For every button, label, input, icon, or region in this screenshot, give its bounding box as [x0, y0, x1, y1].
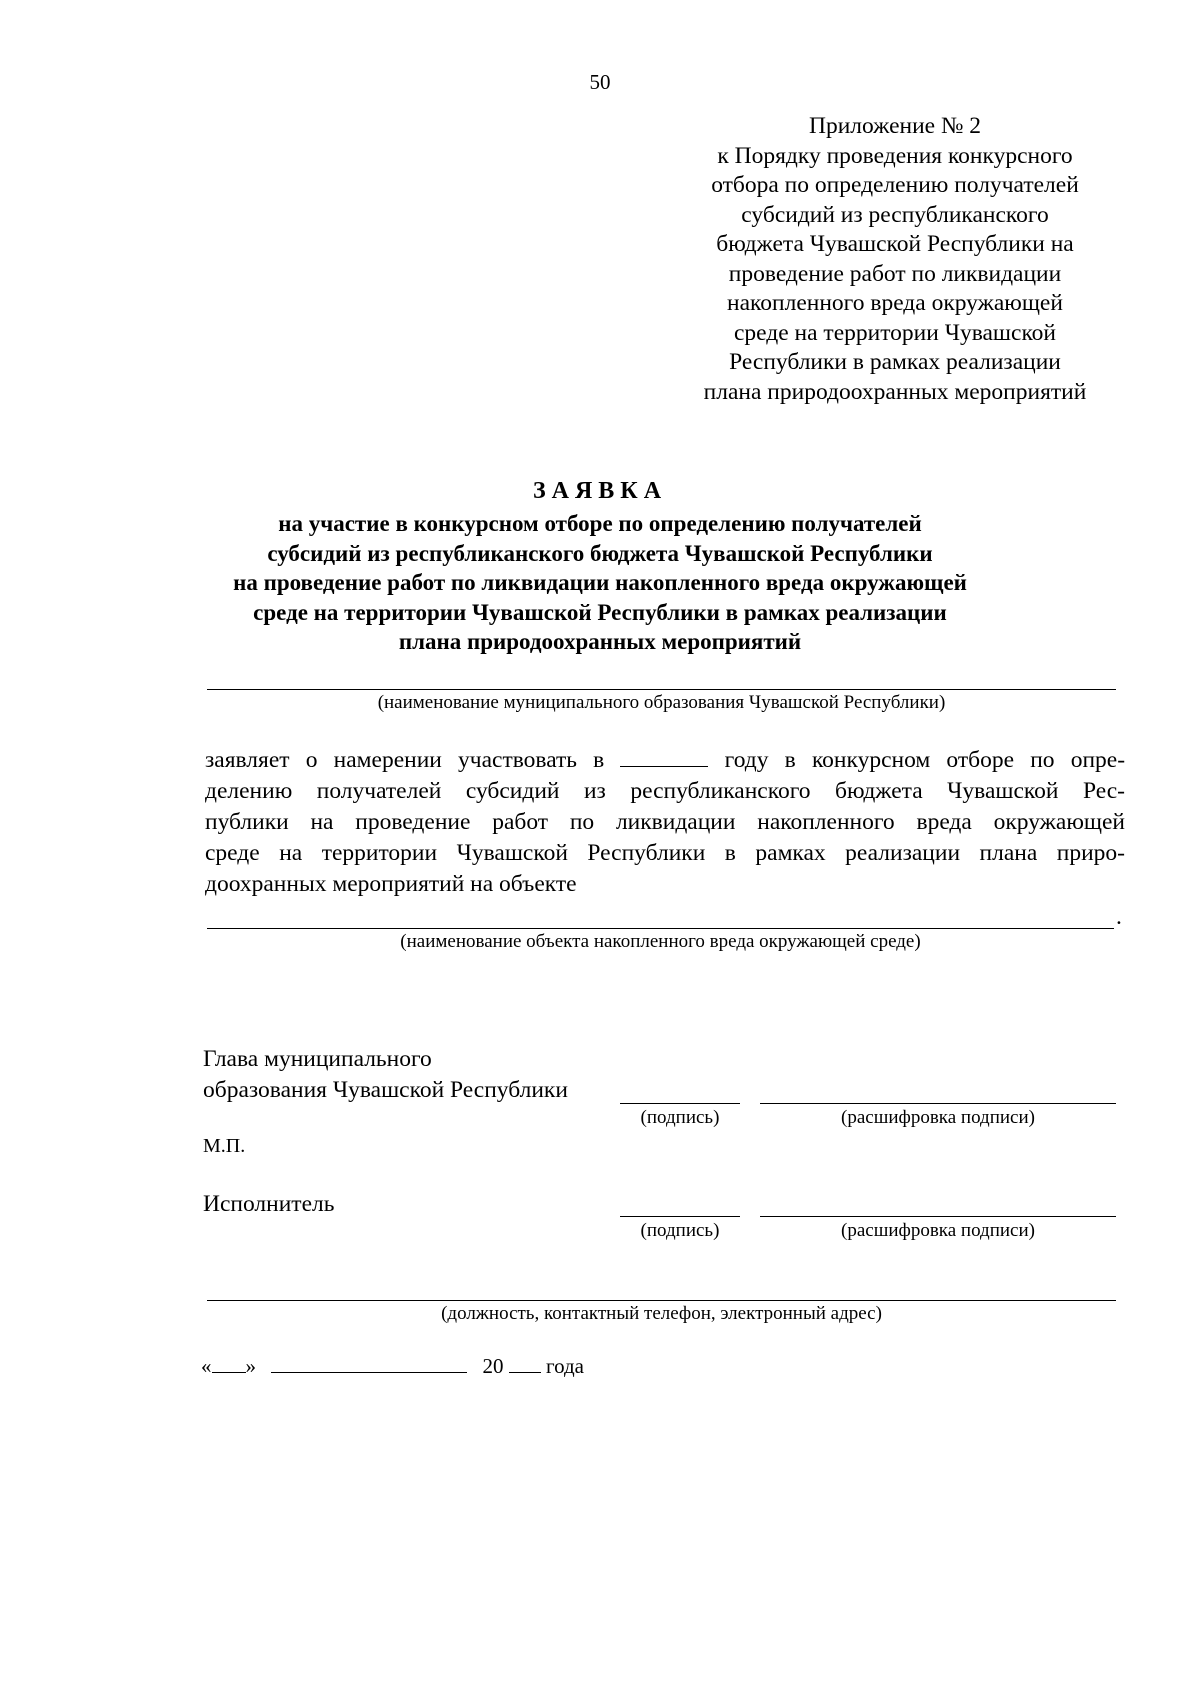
- subtitle-line: на проведение работ по ликвидации накопленного вреда окружающей: [233, 570, 967, 595]
- date-year-field[interactable]: [509, 1354, 541, 1373]
- appendix-line: Приложение № 2: [808, 113, 982, 139]
- year-field[interactable]: [620, 748, 708, 767]
- appendix-line: проведение работ по ликвидации: [728, 260, 1062, 287]
- head-signature-caption: (подпись): [640, 1107, 720, 1128]
- contacts-caption: (должность, контактный телефон, электронный адрес): [441, 1303, 882, 1324]
- appendix-line: субсидий из республиканского: [741, 201, 1049, 228]
- executor-signature-field[interactable]: [620, 1216, 740, 1217]
- head-label-line-1: Глава муниципального: [203, 1046, 432, 1072]
- body-text: заявляет о намерении участвовать в: [205, 747, 605, 773]
- object-name-field[interactable]: [207, 928, 1114, 929]
- body-line-5: доохранных мероприятий на объекте: [205, 871, 577, 897]
- body-text: году в конкурсном отборе по опре-: [724, 747, 1126, 773]
- subtitle-line: субсидий из республиканского бюджета Чувашской Республики: [267, 540, 933, 566]
- appendix-line: плана природоохранных мероприятий: [703, 378, 1087, 405]
- date-century: 20: [482, 1354, 504, 1378]
- contacts-field[interactable]: [207, 1300, 1116, 1301]
- appendix-line: к Порядку проведения конкурсного: [717, 142, 1073, 169]
- body-line-3: [205, 809, 1125, 836]
- appendix-line: бюджета Чувашской Республики на: [716, 231, 1074, 257]
- body-line-1: [205, 747, 1125, 774]
- municipality-caption: (наименование муниципального образования Чувашской Республики): [377, 692, 946, 713]
- municipality-name-field[interactable]: [207, 689, 1116, 690]
- body-text: среде на территории Чувашской Республики в рамках реализации плана приро-: [205, 840, 1125, 866]
- date-suffix: года: [546, 1354, 584, 1378]
- head-decoding-field[interactable]: [760, 1103, 1116, 1104]
- body-text: публики на проведение работ по ликвидации накопленного вреда окружающей: [205, 809, 1125, 835]
- page-number: 50: [589, 70, 611, 94]
- date-month-field[interactable]: [271, 1354, 467, 1373]
- subtitle-line: плана природоохранных мероприятий: [398, 629, 802, 654]
- executor-decoding-caption: (расшифровка подписи): [841, 1220, 1035, 1241]
- appendix-line: накопленного вреда окружающей: [727, 290, 1063, 316]
- executor-signature-caption: (подпись): [640, 1220, 720, 1241]
- date-line: [201, 1354, 584, 1379]
- date-open-quote: «: [201, 1354, 212, 1378]
- head-signature-field[interactable]: [620, 1103, 740, 1104]
- document-title: ЗАЯВКА: [532, 478, 668, 504]
- appendix-line: отбора по определению получателей: [711, 172, 1079, 198]
- head-label-line-2: образования Чувашской Республики: [203, 1077, 568, 1103]
- document-subtitle: [0, 509, 1200, 657]
- body-line-4: [205, 840, 1125, 867]
- object-caption: (наименование объекта накопленного вреда окружающей среде): [400, 931, 921, 952]
- subtitle-line: среде на территории Чувашской Республики в рамках реализации: [253, 599, 947, 625]
- object-end-dot: .: [1116, 904, 1122, 930]
- head-decoding-caption: (расшифровка подписи): [841, 1107, 1035, 1128]
- executor-decoding-field[interactable]: [760, 1216, 1116, 1217]
- appendix-line: Республики в рамках реализации: [729, 349, 1061, 375]
- date-day-field[interactable]: [212, 1354, 246, 1373]
- subtitle-line: на участие в конкурсном отборе по определению получателей: [278, 511, 922, 536]
- appendix-line: среде на территории Чувашской: [733, 319, 1057, 346]
- stamp-label: М.П.: [203, 1135, 246, 1157]
- body-line-2: [205, 778, 1125, 805]
- body-text: делению получателей субсидий из республиканского бюджета Чувашской Рес-: [205, 778, 1125, 804]
- appendix-header: [650, 112, 1140, 407]
- date-close-quote: »: [245, 1354, 256, 1378]
- executor-label: Исполнитель: [203, 1191, 335, 1217]
